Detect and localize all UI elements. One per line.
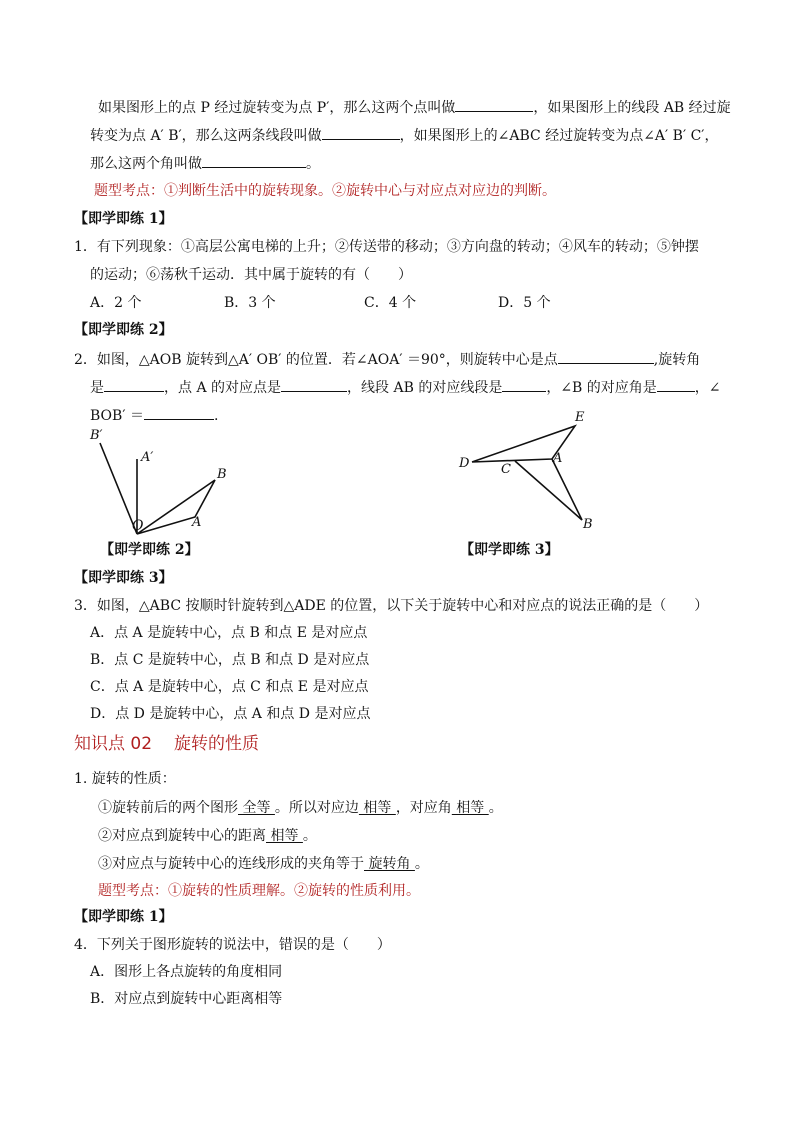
question-1-line-2: 的运动；⑥荡秋千运动．其中属于旋转的有（ ） [90,267,412,283]
practice-heading: 【即学即练 1】 [74,909,173,925]
figure-triangle-aob [80,424,260,536]
answer-blank [281,376,347,392]
answer-blank [558,348,654,364]
property-3: ③对应点与旋转中心的连线形成的夹角等于 旋转角 。 [98,856,429,872]
practice-heading: 【即学即练 1】 [74,211,173,227]
question-2-line-1: 2．如图，△AOB 旋转到△A′ OB′ 的位置．若∠AOA′ ＝90°，则旋转中心是点 ,旋转角 [74,348,700,370]
label-b: B [583,517,593,532]
label-o: O [132,518,144,534]
question-3-option-a: A．点 A 是旋转中心，点 B 和点 E 是对应点 [90,625,368,641]
label-a-prime: A′ [141,450,154,465]
answer-blank [202,152,306,168]
question-type-note: 题型考点：①判断生活中的旋转现象。②旋转中心与对应点对应边的判断。 [94,183,556,199]
label-d: D [459,456,470,471]
definition-line-2: 转变为点 A′ B′，那么这两条线段叫做 ，如果图形上的∠ABC 经过旋转变为点∠A′ B′ C′， [90,124,718,146]
property-1: ①旋转前后的两个图形 全等 。所以对应边 相等 ，对应角 相等 。 [98,800,503,816]
triangle-abc [515,459,582,520]
practice-heading: 【即学即练 2】 [74,322,173,338]
answer-blank [502,376,546,392]
answer-blank [144,404,214,420]
label-b-prime: B′ [90,428,103,443]
label-c: C [501,462,511,477]
question-4-stem: 4．下列关于图形旋转的说法中，错误的是（ ） [74,937,391,953]
answer-blank [455,96,533,112]
figure-1-caption: 【即学即练 2】 [100,542,199,558]
question-3-option-b: B．点 C 是旋转中心，点 B 和点 D 是对应点 [90,652,370,668]
figure-2-caption: 【即学即练 3】 [460,542,559,558]
question-2-line-3: BOB′ ＝ . [90,404,218,426]
question-type-note: 题型考点：①旋转的性质理解。②旋转的性质利用。 [98,883,420,899]
question-1-option-b: B．3 个 [224,295,276,311]
question-3-option-d: D．点 D 是旋转中心，点 A 和点 D 是对应点 [90,706,371,722]
answer-blank [657,376,695,392]
question-1-option-c: C．4 个 [364,295,417,311]
label-e: E [575,410,585,425]
question-2-line-2: 是 ，点 A 的对应点是 ，线段 AB 的对应线段是 ，∠B 的对应角是 ，∠ [90,376,721,398]
label-a: A [553,451,563,466]
property-2: ②对应点到旋转中心的距离 相等 。 [98,828,317,844]
definition-line-3: 那么这两个角叫做 。 [90,152,320,174]
question-4-option-a: A．图形上各点旋转的角度相同 [90,964,283,980]
label-a: A [192,515,202,530]
definition-line-1: 如果图形上的点 P 经过旋转变为点 P′，那么这两个点叫做 ，如果图形上的线段 AB 经过旋 [98,96,731,118]
question-4-option-b: B．对应点到旋转中心距离相等 [90,991,283,1007]
question-3-option-c: C．点 A 是旋转中心，点 C 和点 E 是对应点 [90,679,369,695]
label-b: B [217,467,227,482]
answer-blank [322,124,400,140]
question-1-option-d: D．5 个 [498,295,551,311]
figure-triangle-abc-ade [450,404,610,536]
practice-heading: 【即学即练 3】 [74,570,173,586]
question-1-option-a: A．2 个 [90,295,142,311]
properties-heading: 1. 旋转的性质： [74,771,176,787]
answer-blank [104,376,164,392]
question-3-stem: 3．如图，△ABC 按顺时针旋转到△ADE 的位置，以下关于旋转中心和对应点的说法正确的是（ ） [74,598,709,614]
section-heading: 知识点 02 旋转的性质 [74,734,260,754]
question-1-line-1: 1．有下列现象：①高层公寓电梯的上升；②传送带的移动；③方向盘的转动；④风车的转动；⑤钟摆 [74,239,699,255]
triangle-aob [137,480,215,534]
